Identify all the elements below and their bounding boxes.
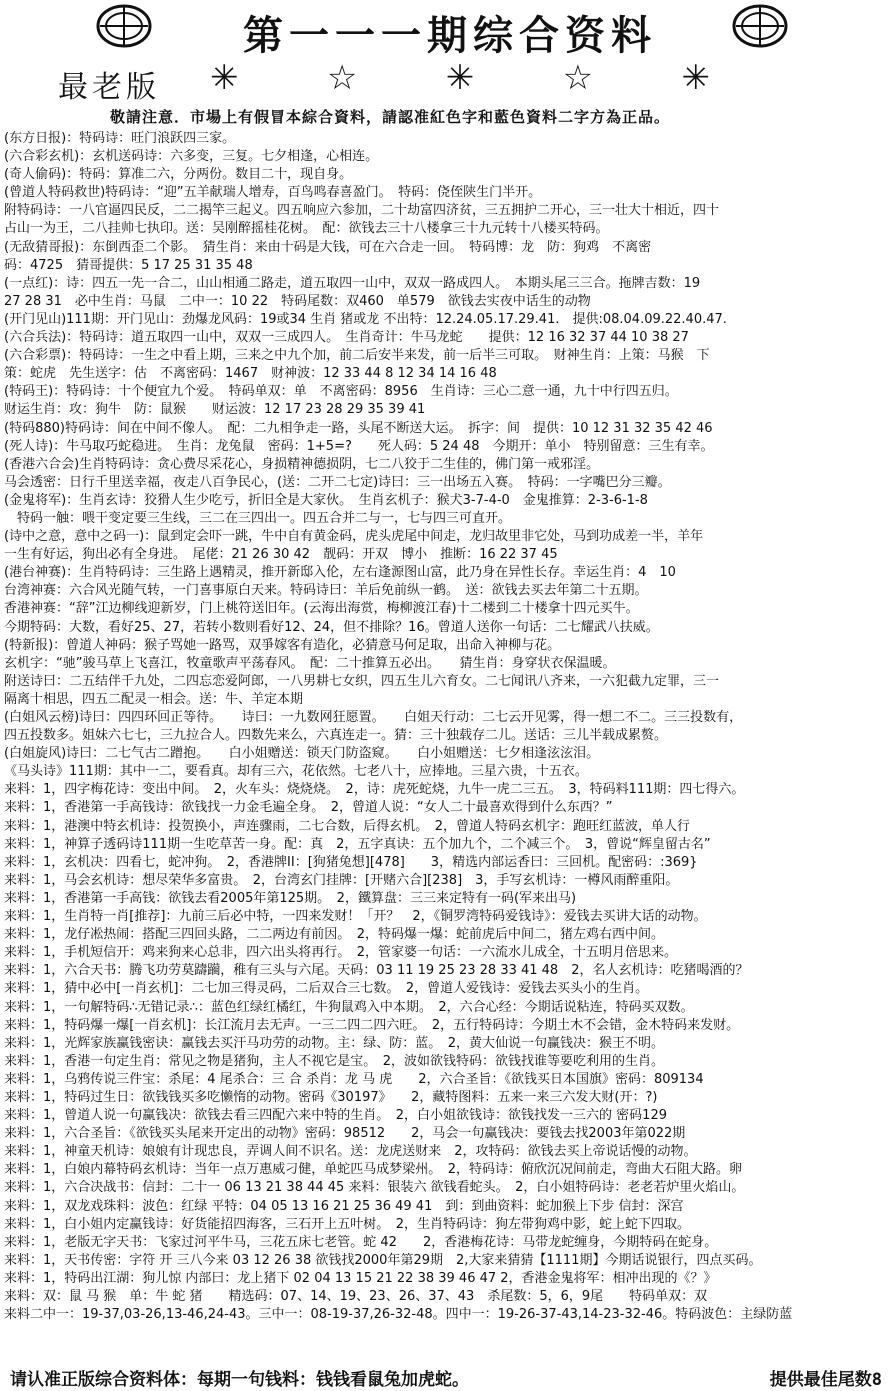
text-line: 占山一为王，二八挂帅七执印。送：吴刚醉摇桂花树。 配：欲钱去三十八楼拿三十九元转十八楼买特码。	[4, 221, 609, 237]
star-icon: ☆	[326, 58, 358, 98]
page-header	[0, 0, 892, 128]
text-line: 来料：1，老版无字天书：飞家过河平牛马，三花五床七老管。蛇 42 2，香港梅花诗：马带龙蛇缠身，今期特码在蛇身。	[4, 1234, 718, 1250]
text-line: 来料：1，六合圣旨：《欲钱买头尾来开定出的动物》密码：98512 2，马会一句赢钱决：要钱去找2003年第022期	[4, 1126, 686, 1142]
text-line: 来料：1，香港一句定生肖：常见之物是猪狗，主人不视它是宝。 2，波如欲钱特码：欲钱找谁等要吃利用的生肖。	[4, 1053, 665, 1069]
text-line: 财运生肖：攻：狗牛 防：鼠猴 财运波：12 17 23 28 29 35 39 41	[4, 402, 426, 418]
text-line: (金鬼将军)：生肖玄诗：狡猾人生少吃亏，折旧全是大家伙。 生肖玄机子：猴犬3-7-4-0 金鬼推算：2-3-6-1-8	[4, 492, 648, 508]
text-line: 今期特码：大数，看好25、27，若转小数则看好12、24，但不排除？16。曾道人送你一句话：二七耀武八扶威。	[4, 619, 659, 635]
text-line: (六合彩票)：特码诗：一生之中看上期，三来之中九个加，前二后安半来发，前一后半三可取。 财神生肖：上策：马猴 下	[4, 348, 710, 364]
content-body	[4, 130, 888, 1360]
text-line: 来料：1，生肖特一肖[推荐]：九前三后必中特，一四来发财！「开？ 2，《铜罗湾特码爱钱诗》：爱钱去买讲大话的动物。	[4, 909, 707, 925]
text-line: 来料：1，曾道人说一句赢钱决：欲钱去看三四配六来中特的生肖。 2，白小姐欲钱诗：欲钱找发一三六的 密码129	[4, 1108, 667, 1124]
text-line: 来料：1，猜中必中[一肖玄机]：二七加三得灵码，二后双合三七数。 2，曾道人爱钱诗：爱钱去买头小的生肖。	[4, 981, 649, 997]
text-line: 玄机字：“驰”骏马草上飞喜江，牧童歌声平荡春风。 配：二十推算五必出。 猜生肖：身穿状衣保温暖。	[4, 655, 616, 671]
text-line: (曾道人特码救世)特码诗：“迎”五羊献瑞人增寿，百鸟鸣春喜盈门。 特码：侥侄陕生门半开。	[4, 185, 542, 201]
text-line: 隔离十相思，四五二配灵一相会。送：牛、羊定本期	[4, 691, 304, 707]
text-line: 来料：1，双龙戏珠料：波色：红绿 平特：04 05 13 16 21 25 36 49 41 到：到曲资料：蛇加猴上下步 信封：深宫	[4, 1198, 684, 1214]
text-line: 一生有好运，狗出必有全身进。 尾佬：21 26 30 42 靓码：开双 博小 推断：16 22 37 45	[4, 547, 558, 563]
footer-tail-number: 提供最佳尾数8	[769, 1370, 882, 1390]
text-line: 来料：1，白娘内幕特码玄机诗：当年一点万惠威刁健，单蛇匹马成梦梁州。 2，特码诗：俯欣沉况间前走，弯曲大石阻大路。卵	[4, 1162, 743, 1178]
logo-emblem-right	[732, 4, 788, 48]
text-line: 来料：1，港澳中特玄机诗：投贺换小，声连骤雨，二七合数，后得玄机。 2，曾道人特码玄机字：跑旺红蓝波，单人行	[4, 818, 691, 834]
text-line: 来料：1，神童天机诗：娘娘有计现忠良，弄调人间不识名。送：龙虎送财来 2，攻特码：欲钱去买上帝说话慢的动物。	[4, 1144, 697, 1160]
text-line: 来料：1，玄机决：四看七，蛇冲狗。 2，香港牌II：[狗猪兔想][478] 3，精选内部运香曰：三回机。配密码：:369}	[4, 854, 698, 870]
text-line: (特码880)特码诗：间在中间不像人。 配：二九相争走一路，头尾不断送大运。 拆字：间 提供：10 12 31 32 35 42 46	[4, 420, 713, 436]
text-line: (白姐风云榜)诗曰：四四环回正等待。 诗曰：一九数网狂愿置。 白姐天行动：二七云开见雾，得一想二不二。三三投数有，	[4, 710, 743, 725]
page-footer	[0, 1364, 892, 1391]
text-line: 来料：1，六合决战书：信封：二十一 06 13 21 38 44 45 来料：银装六 欲钱看蛇头。 2，白小姐特码诗：老老若炉里火焰山。	[4, 1180, 745, 1196]
text-line: (六合彩玄机)：玄机送码诗：六多变，三复。七夕相逢，心相连。	[4, 149, 379, 165]
text-line: 来料：1，特码爆一爆[一肖玄机]：长江流月去无声。一三二四二四六旺。 2，五行特码诗：今期土木不会错，金木特码来发财。	[4, 1017, 740, 1033]
text-line: 27 28 31 必中生肖：马鼠 二中一：10 22 特码尾数：双460 单579 欲钱去实夜中话生的动物	[4, 293, 591, 309]
text-line: (六合兵法)：特码诗：道五取四一山中，双双一三成四人。 生肖奇计：牛马龙蛇 提供：12 16 32 37 44 10 38 27	[4, 330, 689, 346]
text-line: (特新报)：曾道人神码：猴子骂她一路骂，双爭嫁客有造化，必猜意马何足取，出命入神柳与花。	[4, 637, 561, 653]
edition-label: 最老版	[58, 70, 160, 105]
footer-slogan: 请认准正版综合资料体：每期一句钱料：钱钱看鼠兔加虎蛇。	[10, 1370, 469, 1390]
star-icon: ✳	[681, 58, 710, 98]
text-line: 来料：1，四字梅花诗：变出中间。 2，火车头：烧烧烧。 2，诗：虎死蛇烧，九牛一虎二三五。 3，特码料111期：四七得六。	[4, 782, 745, 798]
text-line: (港台神赛)：生肖特码诗：三生路上遇精灵，推开新邸入伦，左右逢源图山富，此乃身在异性长存。幸运生肖：4 10	[4, 565, 676, 581]
text-line: 来料：双：鼠 马 猴 单：牛 蛇 猪 精选码：07、14、19、23、26、37、43 杀尾数：5，6，9尾 特码单双：双	[4, 1289, 708, 1304]
text-line: 来料：1，手机短信开：鸡来狗来心总非，四六出头将再行。 2，管家婆一句话：一六流水儿成全，十五明月倍思来。	[4, 945, 678, 961]
text-line: 附送诗曰：二五结伴千九处，二四忘恋爱阿郎，一八男耕七女织，四五生儿六育女。二七闻讯八齐来，一六犯截九定罪，三一	[4, 673, 720, 689]
text-line: 附特码诗：一八官逼四民反，二二揭竿三起义。四五响应六参加，二十劫富四济贫，三五拥护二开心，三一壮大十相近，四十	[4, 203, 720, 219]
text-line: 四五投数多。姐妹六七七，三九拉合人。四数先来么，六真连走一。猜：三十独载存二儿。送话：三儿半载成累赘。	[4, 728, 668, 744]
text-line: 来料二中一：19-37,03-26,13-46,24-43。三中一：08-19-37,26-32-48。四中一：19-26-37-43,14-23-32-46。特码波色：主绿防蓝	[4, 1307, 793, 1323]
text-line: 来料：1，天书传密：字符 开 三八今来 03 12 26 38 欲钱找2000年第29期 2,大家来猜猜【1111期】今期话说银行，四点买码。	[4, 1252, 762, 1268]
text-line: 来料：1，龙仔凇热闹：搭配三四回头路，二二两边有前因。 2，特码爆一爆：蛇前虎后中间二，猪左鸡右西中间。	[4, 927, 665, 943]
star-icon: ✳	[445, 58, 475, 98]
text-line: 台湾神赛：六合风光随气转，一门喜事原白天来。特码诗曰：羊后免前纵一鹤。 送：欲钱去买去年第二十五期。	[4, 583, 648, 599]
text-line: 来料：1，马会玄机诗：想尽荣华多富贵。 2，台湾玄门挂牌：[开赌六合][238] 3，手写玄机诗：一樽风雨醉重阳。	[4, 872, 679, 888]
text-line: (一点红)：诗：四五一先一合二，山山相通二路走，道五取四一山中，双双一路成四人。 本期头尾三三合。拖牌吉数：19	[4, 275, 701, 291]
text-line: (诗中之意，意中之码一)：鼠到定会吓一跳，牛中自有黄金码，虎头虎尾中间走，龙归故里非它处，马到功成差一半，羊年	[4, 529, 704, 545]
text-line: (白姐旋风)诗曰：二七气古二蹭抱。 白小姐赠送：锁天门防盗窥。 白小姐赠送：七夕相逢泫泫泪。	[4, 746, 600, 762]
text-line: 来料：1，一句解特码∴无错记录∴：蓝色红绿红橘红，牛狗鼠鸡入中本期。 2，六合心经：今期话说粘连，特码买双数。	[4, 999, 694, 1015]
text-line: 来料：1，乌鸦传说三件宝：杀尾：4 尾杀合：三 合 杀肖：龙 马 虎 2，六合圣旨：《欲钱买日本国旗》密码：809134	[4, 1071, 704, 1087]
text-line: (开门见山)111期：开门见山：劲爆龙风码：19或34 生肖 猪或龙 不出特：12.24.05.17.29.41. 提供:08.04.09.22.40.47.	[4, 311, 727, 327]
logo-emblem-left	[96, 4, 152, 48]
text-line: 来料：1，香港第一手高钱：欲钱去看2005年第125期。 2，鐵算盘：三三来定特有一码(军来出马)	[4, 890, 577, 906]
text-line: (香港六合会)生肖特码诗：贪心费尽采花心，身损精神德损阴，七二八狡于二生佳的，佛门第一戒邪淫。	[4, 456, 600, 472]
text-line: 香港神赛：“辞”江边柳线迎新岁，门上桃符送旧年。(云海出海赏，梅柳渡江春)十二楼到二十楼拿十四元买牛。	[4, 601, 639, 617]
text-line: (特码王)：特码诗：十个便宜九个爱。 特码单双：单 不离密码：8956 生肖诗：三心二意一通，九十中行四五归。	[4, 384, 678, 400]
text-line: (东方日报)：特码诗：旺门浪跃四三家。	[4, 131, 236, 146]
star-row	[210, 58, 710, 98]
text-line: 《马头诗》111期：其中一二，要看真。却有三六，花依然。七老八十，应捧地。三星六贵，十五衣。	[4, 764, 588, 780]
authenticity-notice: 敬請注意．市場上有假冒本綜合資料，請認准紅色字和藍色資料二字方為正品。	[110, 108, 671, 126]
text-line: 来料：1，光辉家族赢钱密诀：赢钱去买汗马功劳的动物。主：绿、防：蓝。 2，黄大仙说一句赢钱决：猴王不明。	[4, 1035, 665, 1051]
star-icon: ✳	[210, 58, 239, 98]
text-line: 来料：1，香港第一手高钱诗：欲钱找一力金毛遍全身。 2，曾道人说：“女人二十最喜欢得到什么东西？”	[4, 800, 613, 816]
text-line: 码：4725 猜哥提供：5 17 25 31 35 48	[4, 257, 253, 273]
text-line: 特码一触：喂干变定要三生线，三二在三四出一。四五合并二与一，七与四三可直开。	[4, 510, 512, 526]
page-title: 第一一一期综合资料	[243, 12, 657, 59]
text-line: (死人诗)：牛马取巧蛇稳进。 生肖：龙兔鼠 密码：1+5=? 死人码：5 24 48 今期开：单小 特别留意：三生有幸。	[4, 438, 714, 454]
text-line: (奇人偷码)：特码：算准二六，分两份。数目二十，现自身。	[4, 167, 353, 183]
text-line: 来料：1，白小姐内定赢钱诗：好货能招四海客，三石开上五叶树。 2，生肖特码诗：狗左带狗鸡中影，蛇上蛇下四取。	[4, 1216, 691, 1232]
text-line: 来料：1，六合天书：腾飞功劳莫躊躏，稚有三头与六尾。天码：03 11 19 25 23 28 33 41 48 2，名人玄机诗：吃猪喝酒的？	[4, 963, 749, 979]
text-line: (无敌猜哥报)：东倒西歪二个影。 猜生肖：来由十码是大钱，可在六合走一回。 特码博：龙 防：狗鸡 不离密	[4, 239, 652, 255]
text-line: 来料：1，神算子透码诗111期一生吃草苦一身。配：真 2，五字真诀：五个加九个，二个减三个。 3，曾说“辉皇留古名”	[4, 836, 711, 852]
star-icon: ☆	[562, 58, 594, 98]
text-line: 来料：1，特码过生日：欲钱钱买多吃懒惰的动物。密码《30197》 2，藏特图料：五来一来三六发大财(开：?)	[4, 1089, 658, 1105]
text-line: 来料：1，特码出江湖：狗儿惊 内部曰：龙上猪下 02 04 13 15 21 22 38 39 46 47 2，香港金鬼将军：相冲出现的《？》	[4, 1270, 717, 1286]
text-line: 策：蛇虎 先生送字：估 不离密码：1467 财神波：12 33 44 8 12 34 14 16 48	[4, 366, 497, 382]
text-line: 马会透密：日行千里送幸福，夜走八百争民心，(送：二开二七定)诗曰：三一出场五入赛。 特码：一字嘴巴分三瓣。	[4, 474, 671, 490]
